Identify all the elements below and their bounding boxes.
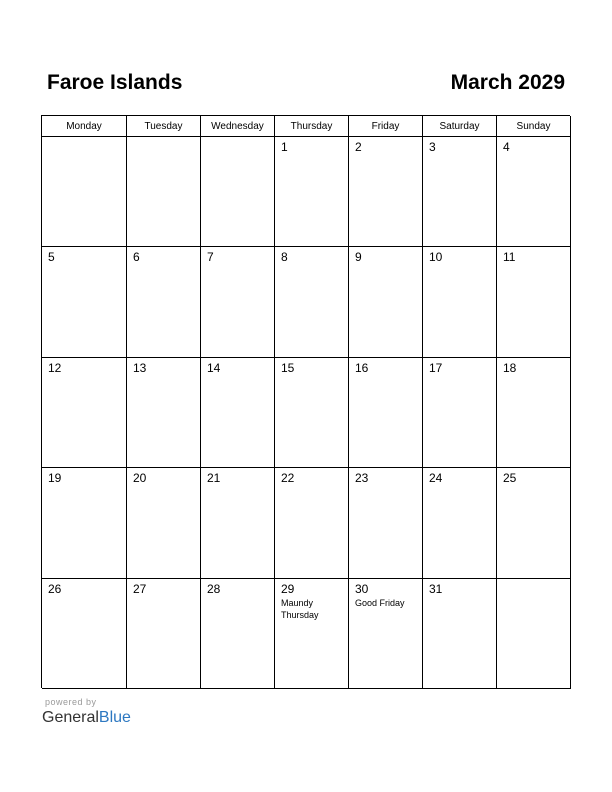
day-cell <box>42 468 127 578</box>
day-number: 11 <box>503 250 516 265</box>
day-cell <box>42 247 127 357</box>
weekday-header-wednesday: Wednesday <box>201 116 275 137</box>
weekday-header-thursday: Thursday <box>275 116 349 137</box>
day-number: 26 <box>48 581 62 596</box>
day-number: 13 <box>133 360 147 375</box>
day-number: 6 <box>133 250 140 265</box>
day-number: 14 <box>207 360 221 375</box>
day-cell <box>275 468 349 578</box>
day-number: 12 <box>48 360 62 375</box>
calendar-grid <box>41 115 570 688</box>
weekday-header-saturday: Saturday <box>423 116 497 137</box>
day-cell <box>497 358 571 468</box>
brand-logo <box>42 709 131 727</box>
day-number: 1 <box>281 140 288 154</box>
day-cell <box>201 137 275 247</box>
day-number: 24 <box>429 471 443 486</box>
day-number: 29 <box>281 581 295 596</box>
day-number: 16 <box>355 360 369 375</box>
day-number: 10 <box>429 250 443 265</box>
brand-blue: Blue <box>98 709 131 726</box>
day-cell <box>423 247 497 357</box>
day-number: 2 <box>355 140 362 154</box>
day-cell <box>349 579 423 689</box>
day-cell <box>423 468 497 578</box>
day-cell <box>127 579 201 689</box>
day-cell <box>201 579 275 689</box>
day-cell <box>42 358 127 468</box>
day-cell <box>275 247 349 357</box>
day-number: 31 <box>429 581 443 596</box>
calendar-region-title: Faroe Islands <box>47 71 183 94</box>
day-number: 23 <box>355 471 369 486</box>
day-cell <box>275 579 349 689</box>
day-number: 30 <box>355 581 369 596</box>
day-number: 8 <box>281 250 288 265</box>
footer-branding <box>42 697 131 727</box>
day-number: 7 <box>207 250 214 265</box>
day-number: 15 <box>281 360 295 375</box>
weekday-header-sunday: Sunday <box>497 116 571 137</box>
brand-general: General <box>42 709 99 726</box>
day-cell <box>127 468 201 578</box>
day-cell <box>423 579 497 689</box>
day-number: 27 <box>133 581 147 596</box>
day-cell <box>349 247 423 357</box>
holiday-label: Good Friday <box>355 597 405 608</box>
day-number: 9 <box>355 250 362 265</box>
day-cell <box>349 468 423 578</box>
day-cell <box>42 137 127 247</box>
day-cell <box>423 137 497 247</box>
day-cell <box>497 579 571 689</box>
day-number: 5 <box>48 250 55 265</box>
day-cell <box>423 358 497 468</box>
day-number: 19 <box>48 471 62 486</box>
day-number: 17 <box>429 360 443 375</box>
holiday-label: Maundy Thursday <box>281 597 319 620</box>
day-number: 3 <box>429 140 436 154</box>
day-number: 25 <box>503 471 517 486</box>
day-cell <box>275 358 349 468</box>
day-cell <box>127 358 201 468</box>
day-cell <box>42 579 127 689</box>
day-number: 4 <box>503 140 510 154</box>
calendar-month-title: March 2029 <box>450 71 565 94</box>
powered-by-text: powered by <box>45 697 97 707</box>
day-cell <box>497 137 571 247</box>
day-cell <box>497 247 571 357</box>
weekday-header-friday: Friday <box>349 116 423 137</box>
day-cell <box>201 468 275 578</box>
day-number: 28 <box>207 581 221 596</box>
day-cell <box>201 247 275 357</box>
day-number: 20 <box>133 471 147 486</box>
day-cell <box>349 137 423 247</box>
day-cell <box>201 358 275 468</box>
day-cell <box>349 358 423 468</box>
day-cell <box>275 137 349 247</box>
day-number: 22 <box>281 471 295 486</box>
weekday-header-tuesday: Tuesday <box>127 116 201 137</box>
day-number: 21 <box>207 471 221 486</box>
day-cell <box>127 137 201 247</box>
day-number: 18 <box>503 360 517 375</box>
day-cell <box>127 247 201 357</box>
day-cell <box>497 468 571 578</box>
weekday-header-monday: Monday <box>42 116 127 137</box>
